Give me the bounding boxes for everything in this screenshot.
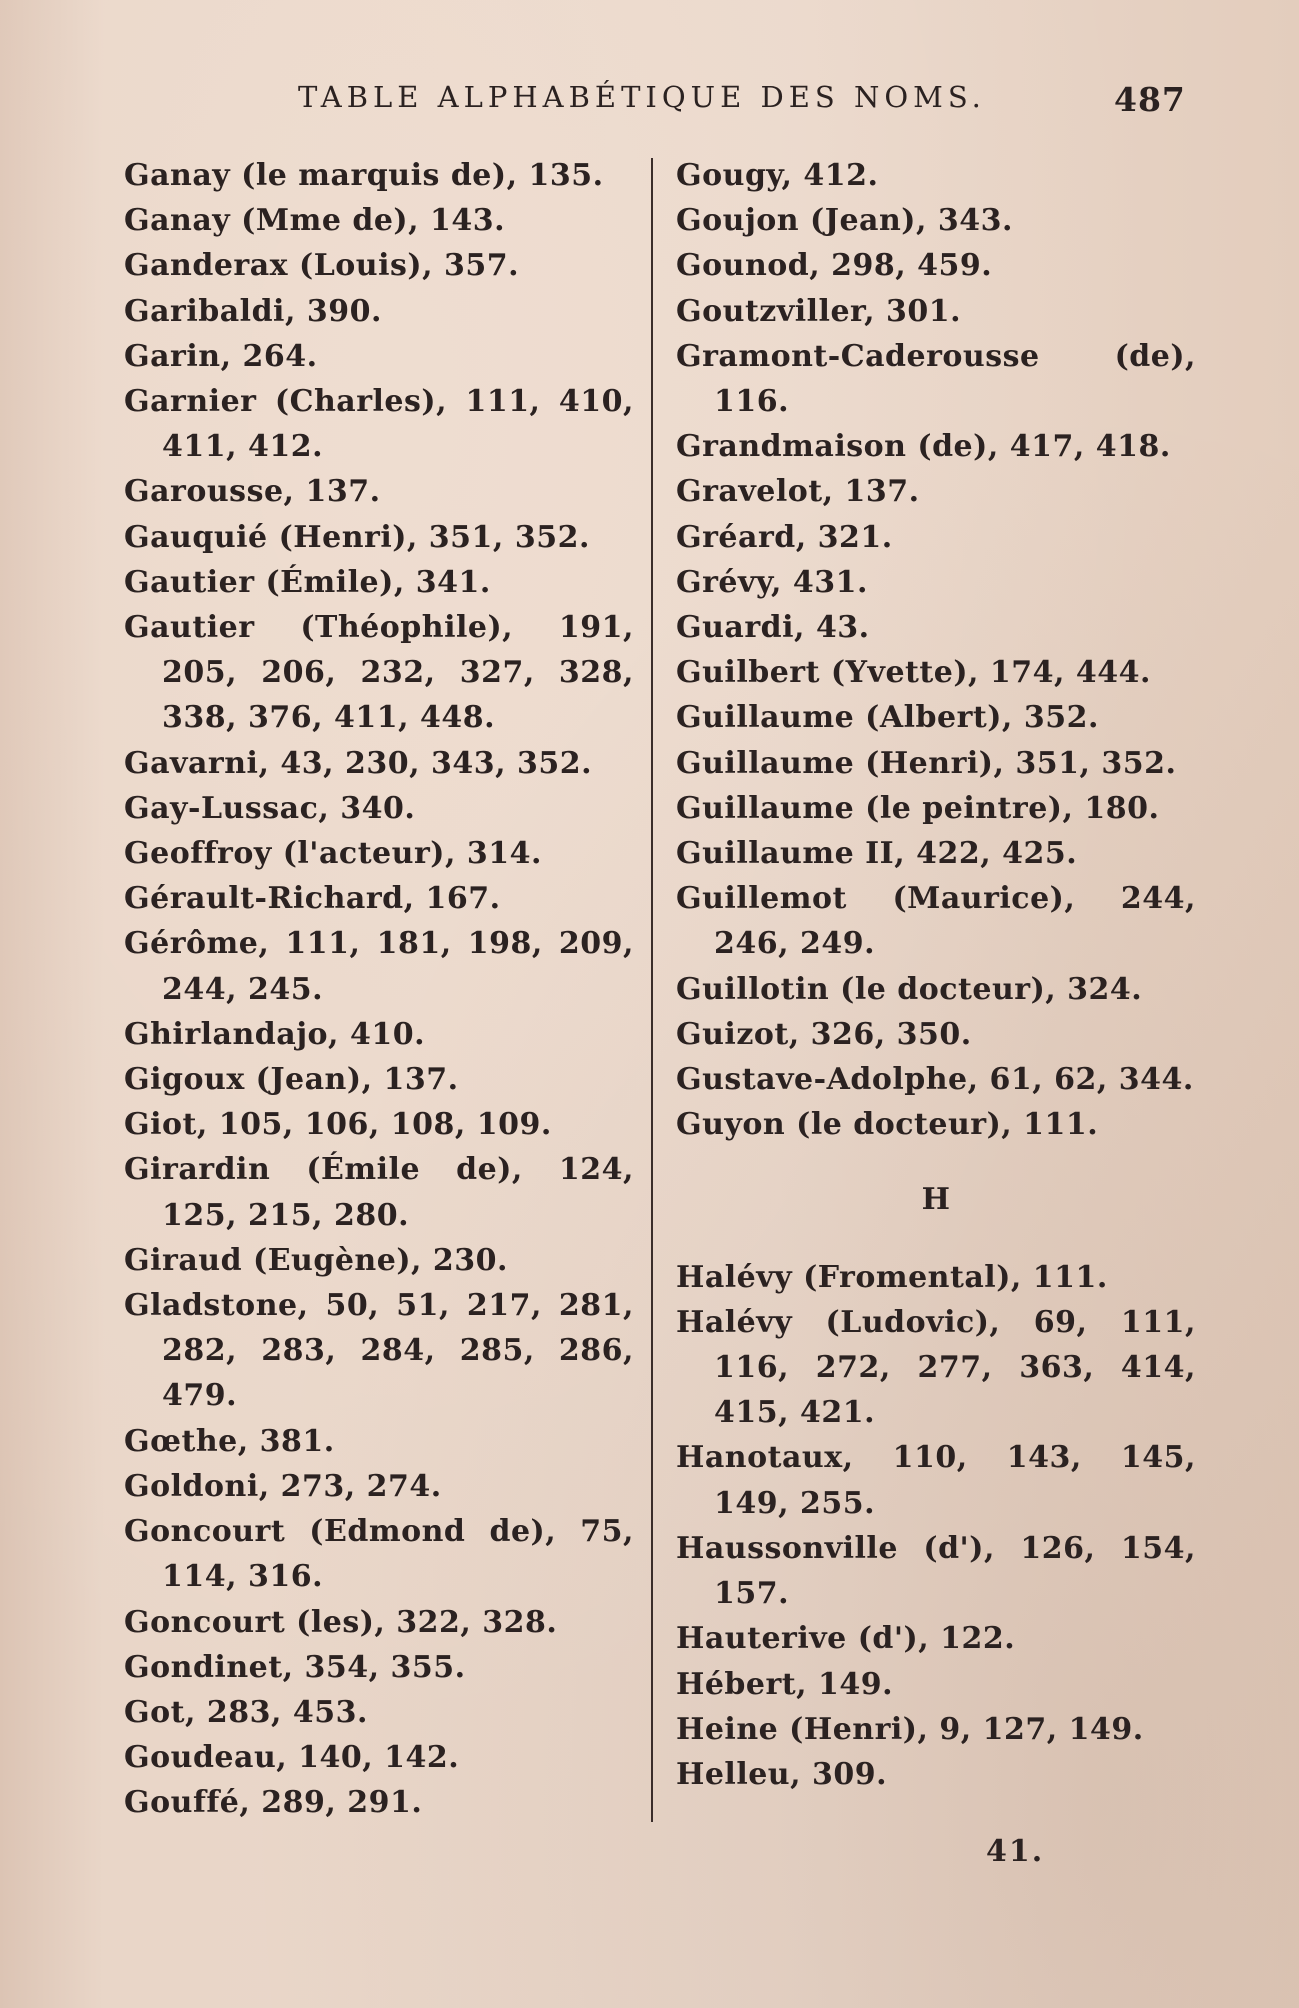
index-entry: Goudeau, 140, 142.: [124, 1740, 460, 1776]
index-entry: Helleu, 309.: [676, 1756, 888, 1792]
index-entry: Girardin (Émile de), 124, 125, 215, 280.: [124, 1152, 634, 1233]
index-entry: Guillaume (Henri), 351, 352.: [676, 745, 1177, 781]
index-entry: Ganay (Mme de), 143.: [124, 203, 506, 239]
index-entry: Gavarni, 43, 230, 343, 352.: [124, 745, 593, 781]
index-entry: Guardi, 43.: [676, 610, 870, 646]
index-entry: Haussonville (d'), 126, 154, 157.: [676, 1530, 1196, 1612]
index-entry: Gérault-Richard, 167.: [124, 881, 501, 917]
index-entry: Gounod, 298, 459.: [676, 248, 993, 284]
index-entry: Halévy (Ludovic), 69, 111, 116, 272, 277, 363, 414, 415, 421.: [676, 1304, 1196, 1431]
index-entry: Giot, 105, 106, 108, 109.: [124, 1107, 552, 1143]
index-entry: Guyon (le docteur), 111.: [676, 1107, 1099, 1143]
index-entry: Gladstone, 50, 51, 217, 281, 282, 283, 284, 285, 286, 479.: [124, 1288, 634, 1414]
index-entry: Guillemot (Maurice), 244, 246, 249.: [676, 881, 1196, 962]
index-entry: Gautier (Théophile), 191, 205, 206, 232, 327, 328, 338, 376, 411, 448.: [124, 610, 634, 736]
index-column-left: [124, 153, 634, 1826]
index-entry: Goutzviller, 301.: [676, 293, 962, 329]
index-entry: Goncourt (Edmond de), 75, 114, 316.: [124, 1514, 634, 1595]
index-entry: Got, 283, 453.: [124, 1694, 368, 1730]
index-entry: Hauterive (d'), 122.: [676, 1621, 1016, 1657]
index-entry: Guillotin (le docteur), 324.: [676, 971, 1143, 1007]
index-entry: Guillaume (le peintre), 180.: [676, 790, 1160, 826]
index-entry: Garibaldi, 390.: [124, 293, 382, 329]
index-entry: Goujon (Jean), 343.: [676, 203, 1013, 239]
section-letter-heading: H: [921, 1182, 951, 1218]
index-entry: Gérôme, 111, 181, 198, 209, 244, 245.: [124, 926, 634, 1007]
index-entry: Guillaume II, 422, 425.: [676, 836, 1078, 872]
index-column-right: [676, 153, 1196, 1797]
index-entry: Guilbert (Yvette), 174, 444.: [676, 655, 1151, 691]
index-entry: Goncourt (les), 322, 328.: [124, 1604, 558, 1640]
index-entry: Halévy (Fromental), 111.: [676, 1259, 1108, 1295]
index-entry: Gautier (Émile), 341.: [124, 564, 491, 600]
column-divider: [651, 158, 653, 1822]
index-entry: Garnier (Charles), 111, 410, 411, 412.: [124, 384, 634, 465]
index-entry: Garin, 264.: [124, 338, 318, 374]
index-entry: Gœthe, 381.: [124, 1423, 335, 1459]
index-entry: Heine (Henri), 9, 127, 149.: [676, 1711, 1144, 1747]
index-entry: Gigoux (Jean), 137.: [124, 1062, 459, 1098]
index-entry: Gravelot, 137.: [676, 474, 920, 510]
index-entry: Goldoni, 273, 274.: [124, 1468, 442, 1504]
index-entry: Ganderax (Louis), 357.: [124, 248, 520, 284]
index-entry: Guizot, 326, 350.: [676, 1016, 972, 1052]
index-entry: Ganay (le marquis de), 135.: [124, 158, 604, 193]
index-entry: Ghirlandajo, 410.: [124, 1016, 426, 1052]
running-head: TABLE ALPHABÉTIQUE DES NOMS.: [298, 80, 986, 114]
index-entry: Gauquié (Henri), 351, 352.: [124, 519, 590, 555]
index-entry: Geoffroy (l'acteur), 314.: [124, 836, 542, 872]
index-entry: Gréard, 321.: [676, 519, 893, 555]
index-entry: Gramont-Caderousse (de), 116.: [676, 338, 1196, 420]
index-entry: Gougy, 412.: [676, 158, 879, 193]
index-entry: Gondinet, 354, 355.: [124, 1649, 466, 1685]
index-entry: Hébert, 149.: [676, 1666, 894, 1702]
index-entry: Gay-Lussac, 340.: [124, 790, 416, 826]
index-entry: Guillaume (Albert), 352.: [676, 700, 1099, 736]
index-entry: Grandmaison (de), 417, 418.: [676, 429, 1171, 465]
signature-mark: 41.: [986, 1834, 1045, 1869]
index-entry: Gouffé, 289, 291.: [124, 1785, 423, 1821]
page-number: 487: [1114, 80, 1186, 119]
index-entry: Gustave-Adolphe, 61, 62, 344.: [676, 1062, 1194, 1098]
index-entry: Grévy, 431.: [676, 564, 868, 600]
index-entry: Hanotaux, 110, 143, 145, 149, 255.: [676, 1440, 1196, 1521]
index-entry: Garousse, 137.: [124, 474, 381, 510]
index-entry: Giraud (Eugène), 230.: [124, 1242, 508, 1278]
